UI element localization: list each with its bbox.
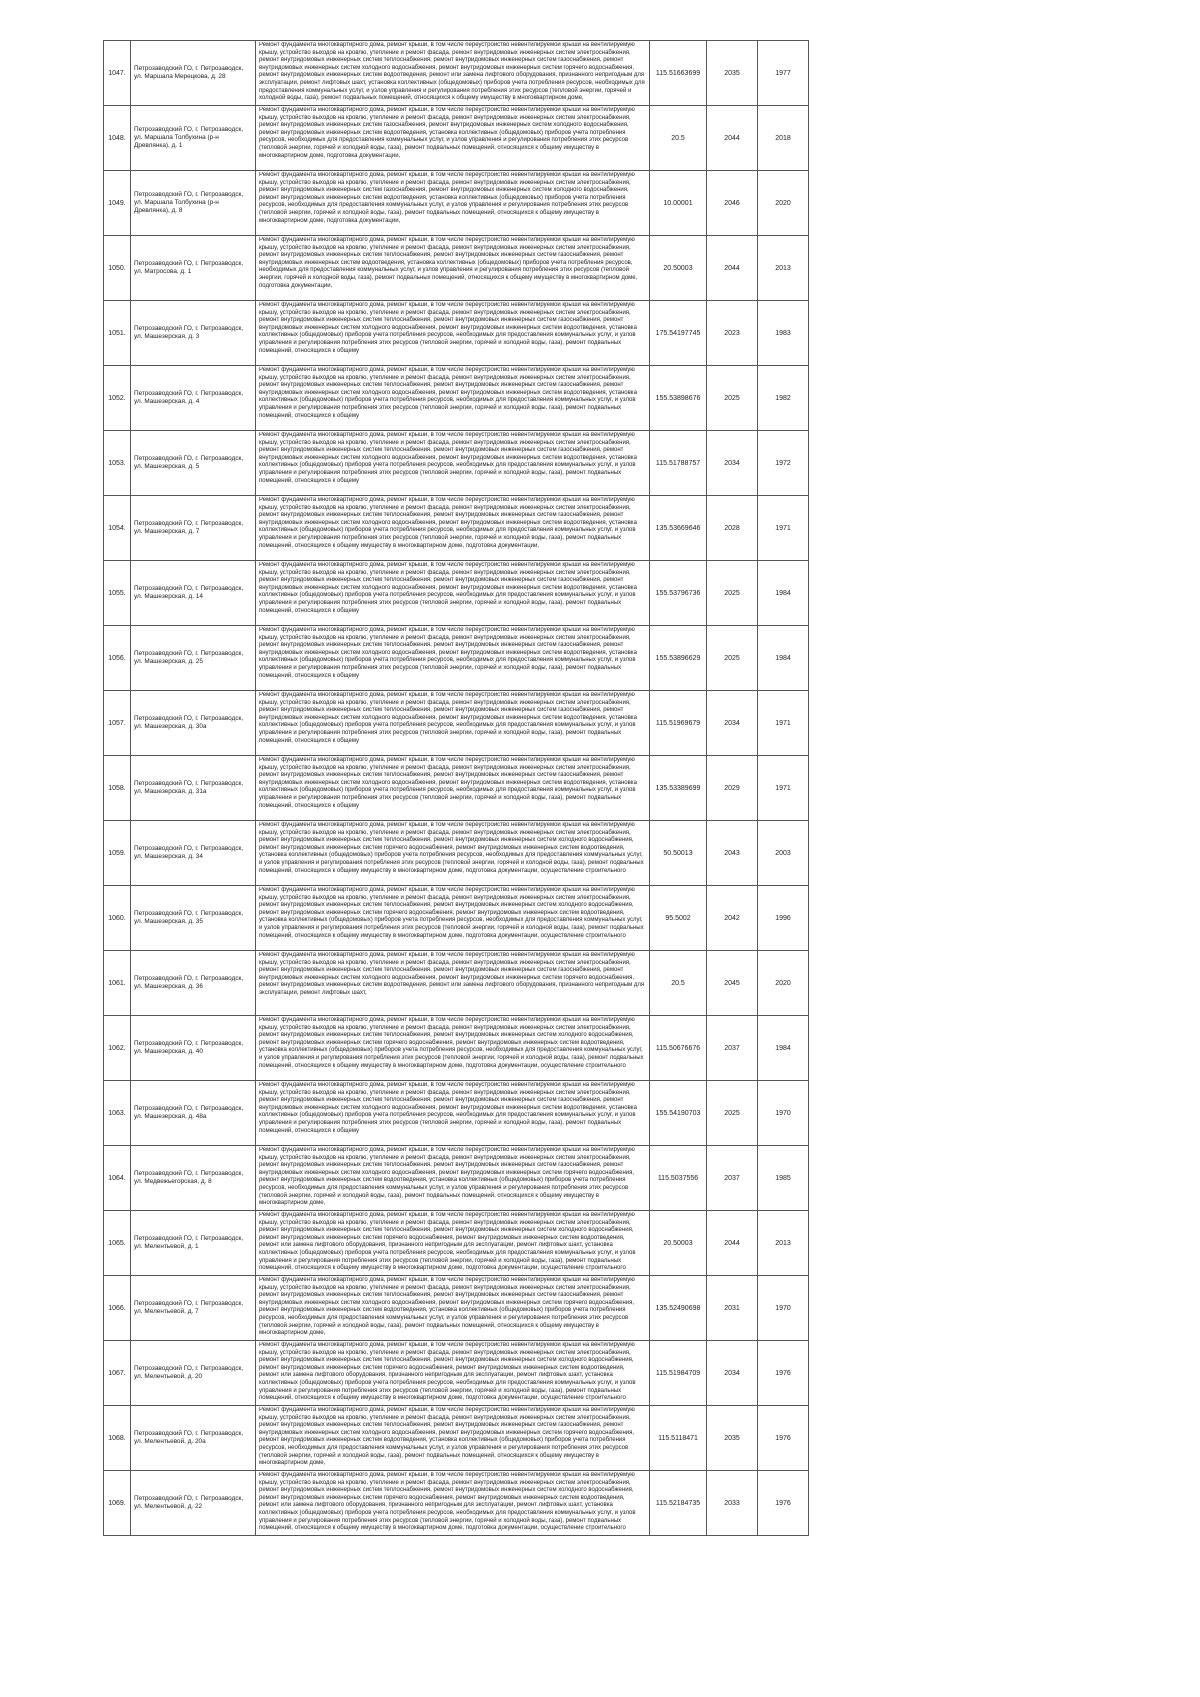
value-cell: 155.53796736 <box>650 561 707 626</box>
value-cell: 115.51984709 <box>650 1341 707 1406</box>
value-cell: 115.51788757 <box>650 431 707 496</box>
table-row <box>104 821 809 886</box>
address-cell: Петрозаводский ГО, г. Петрозаводск, ул. Машезерская, д. 36 <box>131 951 256 1016</box>
row-number: 1065. <box>104 1211 131 1276</box>
repair-year-cell: 2035 <box>707 1406 758 1471</box>
table-row <box>104 756 809 821</box>
address-cell: Петрозаводский ГО, г. Петрозаводск, ул. Матросова, д. 1 <box>131 236 256 301</box>
works-cell <box>256 366 650 431</box>
table-row <box>104 1081 809 1146</box>
address-cell: Петрозаводский ГО, г. Петрозаводск, ул. Машезерская, д. 7 <box>131 496 256 561</box>
build-year-cell: 1970 <box>758 1081 809 1146</box>
address-cell: Петрозаводский ГО, г. Петрозаводск, ул. Маршала Толбухина (р-н Древлянка), д. 8 <box>131 171 256 236</box>
address-cell: Петрозаводский ГО, г. Петрозаводск, ул. Машезерская, д. 5 <box>131 431 256 496</box>
table-row <box>104 1341 809 1406</box>
row-number: 1058. <box>104 756 131 821</box>
row-number: 1057. <box>104 691 131 756</box>
works-text: Ремонт фундамента многоквартирного дома, ремонт крыши, в том числе переустройство невентилируемой крыши на вентилируемую крышу, устройство выходов на кровлю, утепление и ремонт фасада, ремонт внутридомовых инженерных систем электроснабжения, ремонт внутридомовых инженерных систем теплоснабжения, ремонт внутридомовых инженерных систем холодного водоснабжения, ремонт внутридомовых инженерных систем горячего водоснабжения, ремонт внутридомовых инженерных систем водоотведения, ремонт или замена лифтового оборудования, признанного непригодным для эксплуатации, ремонт лифтовых шахт, установка коллективных (общедомовых) приборов учета потребления ресурсов, необходимых для предоставления коммунальных услуг, и узлов управления и регулирования потребления этих ресурсов (тепловой энергии, горячей и холодной воды, газа), ремонт подвальных помещений, относящихся к общему имуществу в многоквартирном доме, подготовка документации, осуществление строительного <box>259 1472 636 1532</box>
row-number: 1066. <box>104 1276 131 1341</box>
table-row <box>104 886 809 951</box>
works-cell <box>256 431 650 496</box>
repair-year-cell: 2044 <box>707 106 758 171</box>
works-text: Ремонт фундамента многоквартирного дома, ремонт крыши, в том числе переустройство невентилируемой крыши на вентилируемую крышу, устройство выходов на кровлю, утепление и ремонт фасада, ремонт внутридомовых инженерных систем электроснабжения, ремонт внутридомовых инженерных систем теплоснабжения, ремонт внутридомовых инженерных систем холодного водоснабжения, ремонт внутридомовых инженерных систем горячего водоснабжения, ремонт внутридомовых инженерных систем водоотведения, установка коллективных (общедомовых) приборов учета потребления ресурсов, необходимых для предоставления коммунальных услуг, и узлов управления и регулирования потребления этих ресурсов (тепловой энергии, горячей и холодной воды, газа), ремонт подвальных помещений, относящихся к общему имуществу в многоквартирном доме, подготовка документации, осуществление строительного <box>259 887 644 939</box>
works-cell <box>256 1081 650 1146</box>
table-row <box>104 1471 809 1536</box>
table-row <box>104 1146 809 1211</box>
housing-repair-table <box>103 40 809 1536</box>
value-cell: 20.50003 <box>650 1211 707 1276</box>
works-cell <box>256 236 650 301</box>
address-cell: Петрозаводский ГО, г. Петрозаводск, ул. Машезерская, д. 14 <box>131 561 256 626</box>
repair-year-cell: 2023 <box>707 301 758 366</box>
build-year-cell: 1971 <box>758 496 809 561</box>
row-number: 1064. <box>104 1146 131 1211</box>
works-cell <box>256 821 650 886</box>
value-cell: 155.53898676 <box>650 366 707 431</box>
address-cell: Петрозаводский ГО, г. Петрозаводск, ул. Машезерская, д. 35 <box>131 886 256 951</box>
works-text: Ремонт фундамента многоквартирного дома, ремонт крыши, в том числе переустройство невентилируемой крыши на вентилируемую крышу, устройство выходов на кровлю, утепление и ремонт фасада, ремонт внутридомовых инженерных систем электроснабжения, ремонт внутридомовых инженерных систем теплоснабжения, ремонт внутридомовых инженерных систем газоснабжения, ремонт внутридомовых инженерных систем холодного водоснабжения, ремонт внутридомовых инженерных систем водоотведения, установка коллективных (общедомовых) приборов учета потребления ресурсов, необходимых для предоставления коммунальных услуг, и узлов управления и регулирования потребления этих ресурсов (тепловой энергии, горячей и холодной воды, газа), ремонт подвальных помещений, относящихся к общему имуществу в многоквартирном доме, подготовка документации, <box>259 497 637 549</box>
works-cell <box>256 171 650 236</box>
build-year-cell: 1984 <box>758 626 809 691</box>
row-number: 1062. <box>104 1016 131 1081</box>
table-row <box>104 626 809 691</box>
works-text: Ремонт фундамента многоквартирного дома, ремонт крыши, в том числе переустройство невентилируемой крыши на вентилируемую крышу, устройство выходов на кровлю, утепление и ремонт фасада, ремонт внутридомовых инженерных систем электроснабжения, ремонт внутридомовых инженерных систем теплоснабжения, ремонт внутридомовых инженерных систем газоснабжения, ремонт внутридомовых инженерных систем холодного водоснабжения, ремонт внутридомовых инженерных систем горячего водоснабжения, ремонт внутридомовых инженерных систем водоотведения, установка коллективных (общедомовых) приборов учета потребления ресурсов, необходимых для предоставления коммунальных услуг, и узлов управления и регулирования потребления этих ресурсов (тепловой энергии, горячей и холодной воды, газа), ремонт подвальных помещений, относящихся к общему имуществу в многоквартирном доме, <box>259 1277 635 1337</box>
value-cell: 95.5002 <box>650 886 707 951</box>
table-body <box>104 41 809 1536</box>
build-year-cell: 1983 <box>758 301 809 366</box>
row-number: 1068. <box>104 1406 131 1471</box>
address-cell: Петрозаводский ГО, г. Петрозаводск, ул. Машезерская, д. 40 <box>131 1016 256 1081</box>
build-year-cell: 1976 <box>758 1406 809 1471</box>
works-cell <box>256 1016 650 1081</box>
value-cell: 115.51663699 <box>650 41 707 106</box>
works-cell <box>256 496 650 561</box>
address-cell: Петрозаводский ГО, г. Петрозаводск, ул. Маршала Мерецкова, д. 28 <box>131 41 256 106</box>
table-row <box>104 561 809 626</box>
works-cell <box>256 561 650 626</box>
works-text: Ремонт фундамента многоквартирного дома, ремонт крыши, в том числе переустройство невентилируемой крыши на вентилируемую крышу, устройство выходов на кровлю, утепление и ремонт фасада, ремонт внутридомовых инженерных систем электроснабжения, ремонт внутридомовых инженерных систем газоснабжения, ремонт внутридомовых инженерных систем холодного водоснабжения, ремонт внутридомовых инженерных систем водоотведения, установка коллективных (общедомовых) приборов учета потребления ресурсов, необходимых для предоставления коммунальных услуг, и узлов управления и регулирования потребления этих ресурсов (тепловой энергии, горячей и холодной воды, газа), ремонт подвальных помещений, относящихся к общему имуществу в многоквартирном доме, подготовка документации, <box>259 172 635 224</box>
build-year-cell: 1982 <box>758 366 809 431</box>
address-cell: Петрозаводский ГО, г. Петрозаводск, ул. Мелентьевой, д. 7 <box>131 1276 256 1341</box>
works-cell <box>256 301 650 366</box>
address-cell: Петрозаводский ГО, г. Петрозаводск, ул. Машезерская, д. 3 <box>131 301 256 366</box>
works-text: Ремонт фундамента многоквартирного дома, ремонт крыши, в том числе переустройство невентилируемой крыши на вентилируемую крышу, устройство выходов на кровлю, утепление и ремонт фасада, ремонт внутридомовых инженерных систем электроснабжения, ремонт внутридомовых инженерных систем теплоснабжения, ремонт внутридомовых инженерных систем холодного водоснабжения, ремонт внутридомовых инженерных систем горячего водоснабжения, ремонт внутридомовых инженерных систем водоотведения, установка коллективных (общедомовых) приборов учета потребления ресурсов, необходимых для предоставления коммунальных услуг, и узлов управления и регулирования потребления этих ресурсов (тепловой энергии, горячей и холодной воды, газа), ремонт подвальных помещений, относящихся к общему имуществу в многоквартирном доме, подготовка документации, осуществление строительного <box>259 1017 644 1069</box>
value-cell: 135.52490698 <box>650 1276 707 1341</box>
repair-year-cell: 2042 <box>707 886 758 951</box>
repair-year-cell: 2028 <box>707 496 758 561</box>
works-cell <box>256 886 650 951</box>
value-cell: 20.5 <box>650 106 707 171</box>
value-cell: 175.54197745 <box>650 301 707 366</box>
row-number: 1060. <box>104 886 131 951</box>
row-number: 1047. <box>104 41 131 106</box>
address-cell: Петрозаводский ГО, г. Петрозаводск, ул. Машезерская, д. 30а <box>131 691 256 756</box>
address-cell: Петрозаводский ГО, г. Петрозаводск, ул. Мелентьевой, д. 20 <box>131 1341 256 1406</box>
table-row <box>104 171 809 236</box>
value-cell: 115.5118471 <box>650 1406 707 1471</box>
works-cell <box>256 626 650 691</box>
row-number: 1052. <box>104 366 131 431</box>
address-cell: Петрозаводский ГО, г. Петрозаводск, ул. Машезерская, д. 31а <box>131 756 256 821</box>
works-text: Ремонт фундамента многоквартирного дома, ремонт крыши, в том числе переустройство невентилируемой крыши на вентилируемую крышу, устройство выходов на кровлю, утепление и ремонт фасада, ремонт внутридомовых инженерных систем электроснабжения, ремонт внутридомовых инженерных систем теплоснабжения, ремонт внутридомовых инженерных систем газоснабжения, ремонт внутридомовых инженерных систем холодного водоснабжения, ремонт внутридомовых инженерных систем водоотведения, установка коллективных (общедомовых) приборов учета потребления ресурсов, необходимых для предоставления коммунальных услуг, и узлов управления и регулирования потребления этих ресурсов (тепловой энергии, горячей и холодной воды, газа), ремонт подвальных помещений, относящихся к общему <box>259 302 637 354</box>
row-number: 1063. <box>104 1081 131 1146</box>
build-year-cell: 1971 <box>758 756 809 821</box>
build-year-cell: 1972 <box>758 431 809 496</box>
repair-year-cell: 2025 <box>707 561 758 626</box>
works-cell <box>256 1211 650 1276</box>
value-cell: 10.00001 <box>650 171 707 236</box>
row-number: 1049. <box>104 171 131 236</box>
build-year-cell: 1976 <box>758 1471 809 1536</box>
works-text: Ремонт фундамента многоквартирного дома, ремонт крыши, в том числе переустройство невентилируемой крыши на вентилируемую крышу, устройство выходов на кровлю, утепление и ремонт фасада, ремонт внутридомовых инженерных систем электроснабжения, ремонт внутридомовых инженерных систем теплоснабжения, ремонт внутридомовых инженерных систем холодного водоснабжения, ремонт внутридомовых инженерных систем горячего водоснабжения, ремонт внутридомовых инженерных систем водоотведения, установка коллективных (общедомовых) приборов учета потребления ресурсов, необходимых для предоставления коммунальных услуг, и узлов управления и регулирования потребления этих ресурсов (тепловой энергии, горячей и холодной воды, газа), ремонт подвальных помещений, относящихся к общему имуществу в многоквартирном доме, подготовка документации, осуществление строительного <box>259 822 644 874</box>
repair-year-cell: 2034 <box>707 1341 758 1406</box>
row-number: 1053. <box>104 431 131 496</box>
value-cell: 115.50676676 <box>650 1016 707 1081</box>
repair-year-cell: 2025 <box>707 626 758 691</box>
repair-year-cell: 2029 <box>707 756 758 821</box>
row-number: 1069. <box>104 1471 131 1536</box>
works-text: Ремонт фундамента многоквартирного дома, ремонт крыши, в том числе переустройство невентилируемой крыши на вентилируемую крышу, устройство выходов на кровлю, утепление и ремонт фасада, ремонт внутридомовых инженерных систем электроснабжения, ремонт внутридомовых инженерных систем теплоснабжения, ремонт внутридомовых инженерных систем газоснабжения, ремонт внутридомовых инженерных систем водоотведения, установка коллективных (общедомовых) приборов учета потребления ресурсов, необходимых для предоставления коммунальных услуг, и узлов управления и регулирования потребления этих ресурсов (тепловой энергии, горячей и холодной воды, газа), ремонт подвальных помещений, относящихся к общему имуществу в многоквартирном доме, подготовка документации, <box>259 237 638 289</box>
repair-year-cell: 2037 <box>707 1016 758 1081</box>
works-text: Ремонт фундамента многоквартирного дома, ремонт крыши, в том числе переустройство невентилируемой крыши на вентилируемую крышу, устройство выходов на кровлю, утепление и ремонт фасада, ремонт внутридомовых инженерных систем электроснабжения, ремонт внутридомовых инженерных систем теплоснабжения, ремонт внутридомовых инженерных систем газоснабжения, ремонт внутридомовых инженерных систем холодного водоснабжения, ремонт внутридомовых инженерных систем водоотведения, установка коллективных (общедомовых) приборов учета потребления ресурсов, необходимых для предоставления коммунальных услуг, и узлов управления и регулирования потребления этих ресурсов (тепловой энергии, горячей и холодной воды, газа), ремонт подвальных помещений, относящихся к общему <box>259 367 637 419</box>
table-row <box>104 431 809 496</box>
value-cell: 155.54190703 <box>650 1081 707 1146</box>
address-cell: Петрозаводский ГО, г. Петрозаводск, ул. Машезерская, д. 48а <box>131 1081 256 1146</box>
works-cell <box>256 41 650 106</box>
works-cell <box>256 106 650 171</box>
row-number: 1050. <box>104 236 131 301</box>
table-row <box>104 1016 809 1081</box>
build-year-cell: 1976 <box>758 1341 809 1406</box>
table-row <box>104 1276 809 1341</box>
value-cell: 115.51969679 <box>650 691 707 756</box>
build-year-cell: 2013 <box>758 236 809 301</box>
works-text: Ремонт фундамента многоквартирного дома, ремонт крыши, в том числе переустройство невентилируемой крыши на вентилируемую крышу, устройство выходов на кровлю, утепление и ремонт фасада, ремонт внутридомовых инженерных систем электроснабжения, ремонт внутридомовых инженерных систем теплоснабжения, ремонт внутридомовых инженерных систем газоснабжения, ремонт внутридомовых инженерных систем холодного водоснабжения, ремонт внутридомовых инженерных систем водоотведения, установка коллективных (общедомовых) приборов учета потребления ресурсов, необходимых для предоставления коммунальных услуг, и узлов управления и регулирования потребления этих ресурсов (тепловой энергии, горячей и холодной воды, газа), ремонт подвальных помещений, относящихся к общему <box>259 692 637 744</box>
repair-year-cell: 2034 <box>707 691 758 756</box>
build-year-cell: 2013 <box>758 1211 809 1276</box>
works-text: Ремонт фундамента многоквартирного дома, ремонт крыши, в том числе переустройство невентилируемой крыши на вентилируемую крышу, устройство выходов на кровлю, утепление и ремонт фасада, ремонт внутридомовых инженерных систем электроснабжения, ремонт внутридомовых инженерных систем теплоснабжения, ремонт внутридомовых инженерных систем газоснабжения, ремонт внутридомовых инженерных систем холодного водоснабжения, ремонт внутридомовых инженерных систем горячего водоснабжения, ремонт внутридомовых инженерных систем водоотведения, ремонт или замена лифтового оборудования, признанного непригодным для эксплуатации, ремонт лифтовых шахт, <box>259 952 645 996</box>
table-row <box>104 1406 809 1471</box>
works-cell <box>256 951 650 1016</box>
repair-year-cell: 2044 <box>707 1211 758 1276</box>
build-year-cell: 2020 <box>758 171 809 236</box>
build-year-cell: 1971 <box>758 691 809 756</box>
works-text: Ремонт фундамента многоквартирного дома, ремонт крыши, в том числе переустройство невентилируемой крыши на вентилируемую крышу, устройство выходов на кровлю, утепление и ремонт фасада, ремонт внутридомовых инженерных систем электроснабжения, ремонт внутридомовых инженерных систем теплоснабжения, ремонт внутридомовых инженерных систем газоснабжения, ремонт внутридомовых инженерных систем холодного водоснабжения, ремонт внутридомовых инженерных систем водоотведения, установка коллективных (общедомовых) приборов учета потребления ресурсов, необходимых для предоставления коммунальных услуг, и узлов управления и регулирования потребления этих ресурсов (тепловой энергии, горячей и холодной воды, газа), ремонт подвальных помещений, относящихся к общему <box>259 757 637 809</box>
works-cell <box>256 691 650 756</box>
repair-year-cell: 2031 <box>707 1276 758 1341</box>
repair-year-cell: 2025 <box>707 1081 758 1146</box>
table-row <box>104 496 809 561</box>
build-year-cell: 1970 <box>758 1276 809 1341</box>
works-text: Ремонт фундамента многоквартирного дома, ремонт крыши, в том числе переустройство невентилируемой крыши на вентилируемую крышу, устройство выходов на кровлю, утепление и ремонт фасада, ремонт внутридомовых инженерных систем электроснабжения, ремонт внутридомовых инженерных систем теплоснабжения, ремонт внутридомовых инженерных систем холодного водоснабжения, ремонт внутридомовых инженерных систем горячего водоснабжения, ремонт внутридомовых инженерных систем водоотведения, ремонт или замена лифтового оборудования, признанного непригодным для эксплуатации, ремонт лифтовых шахт, установка коллективных (общедомовых) приборов учета потребления ресурсов, необходимых для предоставления коммунальных услуг, и узлов управления и регулирования потребления этих ресурсов (тепловой энергии, горячей и холодной воды, газа), ремонт подвальных помещений, относящихся к общему имуществу в многоквартирном доме, подготовка документации, осуществление строительного <box>259 1342 636 1402</box>
works-text: Ремонт фундамента многоквартирного дома, ремонт крыши, в том числе переустройство невентилируемой крыши на вентилируемую крышу, устройство выходов на кровлю, утепление и ремонт фасада, ремонт внутридомовых инженерных систем электроснабжения, ремонт внутридомовых инженерных систем теплоснабжения, ремонт внутридомовых инженерных систем холодного водоснабжения, ремонт внутридомовых инженерных систем горячего водоснабжения, ремонт внутридомовых инженерных систем водоотведения, ремонт или замена лифтового оборудования, признанного непригодным для эксплуатации, ремонт лифтовых шахт, установка коллективных (общедомовых) приборов учета потребления ресурсов, необходимых для предоставления коммунальных услуг, и узлов управления и регулирования потребления этих ресурсов (тепловой энергии, горячей и холодной воды, газа), ремонт подвальных помещений, относящихся к общему имуществу в многоквартирном доме, подготовка документации, осуществление строительного <box>259 1212 636 1272</box>
table-row <box>104 1211 809 1276</box>
repair-year-cell: 2037 <box>707 1146 758 1211</box>
works-cell <box>256 1276 650 1341</box>
works-text: Ремонт фундамента многоквартирного дома, ремонт крыши, в том числе переустройство невентилируемой крыши на вентилируемую крышу, устройство выходов на кровлю, утепление и ремонт фасада, ремонт внутридомовых инженерных систем электроснабжения, ремонт внутридомовых инженерных систем теплоснабжения, ремонт внутридомовых инженерных систем газоснабжения, ремонт внутридомовых инженерных систем холодного водоснабжения, ремонт внутридомовых инженерных систем водоотведения, установка коллективных (общедомовых) приборов учета потребления ресурсов, необходимых для предоставления коммунальных услуг, и узлов управления и регулирования потребления этих ресурсов (тепловой энергии, горячей и холодной воды, газа), ремонт подвальных помещений, относящихся к общему <box>259 627 637 679</box>
row-number: 1051. <box>104 301 131 366</box>
address-cell: Петрозаводский ГО, г. Петрозаводск, ул. Машезерская, д. 4 <box>131 366 256 431</box>
table-row <box>104 236 809 301</box>
works-text: Ремонт фундамента многоквартирного дома, ремонт крыши, в том числе переустройство невентилируемой крыши на вентилируемую крышу, устройство выходов на кровлю, утепление и ремонт фасада, ремонт внутридомовых инженерных систем электроснабжения, ремонт внутридомовых инженерных систем теплоснабжения, ремонт внутридомовых инженерных систем газоснабжения, ремонт внутридомовых инженерных систем холодного водоснабжения, ремонт внутридомовых инженерных систем водоотведения, установка коллективных (общедомовых) приборов учета потребления ресурсов, необходимых для предоставления коммунальных услуг, и узлов управления и регулирования потребления этих ресурсов (тепловой энергии, горячей и холодной воды, газа), ремонт подвальных помещений, относящихся к общему <box>259 562 637 614</box>
address-cell: Петрозаводский ГО, г. Петрозаводск, ул. Мелентьевой, д. 1 <box>131 1211 256 1276</box>
works-cell <box>256 1406 650 1471</box>
row-number: 1054. <box>104 496 131 561</box>
works-text: Ремонт фундамента многоквартирного дома, ремонт крыши, в том числе переустройство невентилируемой крыши на вентилируемую крышу, устройство выходов на кровлю, утепление и ремонт фасада, ремонт внутридомовых инженерных систем электроснабжения, ремонт внутридомовых инженерных систем теплоснабжения, ремонт внутридомовых инженерных систем газоснабжения, ремонт внутридомовых инженерных систем холодного водоснабжения, ремонт внутридомовых инженерных систем горячего водоснабжения, ремонт внутридомовых инженерных систем водоотведения, ремонт или замена лифтового оборудования, признанного непригодным для эксплуатации, ремонт лифтовых шахт, установка коллективных (общедомовых) приборов учета потребления ресурсов, необходимых для предоставления коммунальных услуг, и узлов управления и регулирования потребления этих ресурсов (тепловой энергии, горячей и холодной воды, газа), ремонт подвальных помещений, относящихся к общему имуществу в многоквартирном доме, <box>259 42 645 102</box>
value-cell: 155.53896629 <box>650 626 707 691</box>
row-number: 1056. <box>104 626 131 691</box>
build-year-cell: 2003 <box>758 821 809 886</box>
address-cell: Петрозаводский ГО, г. Петрозаводск, ул. Медвежьегорская, д. 8 <box>131 1146 256 1211</box>
address-cell: Петрозаводский ГО, г. Петрозаводск, ул. Мелентьевой, д. 22 <box>131 1471 256 1536</box>
build-year-cell: 1985 <box>758 1146 809 1211</box>
build-year-cell: 2020 <box>758 951 809 1016</box>
repair-year-cell: 2034 <box>707 431 758 496</box>
table-row <box>104 951 809 1016</box>
works-text: Ремонт фундамента многоквартирного дома, ремонт крыши, в том числе переустройство невентилируемой крыши на вентилируемую крышу, устройство выходов на кровлю, утепление и ремонт фасада, ремонт внутридомовых инженерных систем электроснабжения, ремонт внутридомовых инженерных систем теплоснабжения, ремонт внутридомовых инженерных систем газоснабжения, ремонт внутридомовых инженерных систем холодного водоснабжения, ремонт внутридомовых инженерных систем горячего водоснабжения, ремонт внутридомовых инженерных систем водоотведения, установка коллективных (общедомовых) приборов учета потребления ресурсов, необходимых для предоставления коммунальных услуг, и узлов управления и регулирования потребления этих ресурсов (тепловой энергии, горячей и холодной воды, газа), ремонт подвальных помещений, относящихся к общему имуществу в многоквартирном доме, <box>259 1147 635 1207</box>
table-row <box>104 691 809 756</box>
works-cell <box>256 756 650 821</box>
row-number: 1067. <box>104 1341 131 1406</box>
row-number: 1061. <box>104 951 131 1016</box>
table-row <box>104 106 809 171</box>
row-number: 1048. <box>104 106 131 171</box>
build-year-cell: 2018 <box>758 106 809 171</box>
build-year-cell: 1984 <box>758 1016 809 1081</box>
works-cell <box>256 1146 650 1211</box>
works-cell <box>256 1341 650 1406</box>
address-cell: Петрозаводский ГО, г. Петрозаводск, ул. Мелентьевой, д. 20а <box>131 1406 256 1471</box>
repair-year-cell: 2033 <box>707 1471 758 1536</box>
works-text: Ремонт фундамента многоквартирного дома, ремонт крыши, в том числе переустройство невентилируемой крыши на вентилируемую крышу, устройство выходов на кровлю, утепление и ремонт фасада, ремонт внутридомовых инженерных систем электроснабжения, ремонт внутридомовых инженерных систем газоснабжения, ремонт внутридомовых инженерных систем холодного водоснабжения, ремонт внутридомовых инженерных систем водоотведения, установка коллективных (общедомовых) приборов учета потребления ресурсов, необходимых для предоставления коммунальных услуг, и узлов управления и регулирования потребления этих ресурсов (тепловой энергии, горячей и холодной воды, газа), ремонт подвальных помещений, относящихся к общему имуществу в многоквартирном доме, подготовка документации, <box>259 107 635 159</box>
address-cell: Петрозаводский ГО, г. Петрозаводск, ул. Машезерская, д. 34 <box>131 821 256 886</box>
row-number: 1055. <box>104 561 131 626</box>
repair-year-cell: 2025 <box>707 366 758 431</box>
value-cell: 20.5 <box>650 951 707 1016</box>
address-cell: Петрозаводский ГО, г. Петрозаводск, ул. Маршала Толбухина (р-н Древлянка), д. 1 <box>131 106 256 171</box>
repair-year-cell: 2043 <box>707 821 758 886</box>
row-number: 1059. <box>104 821 131 886</box>
build-year-cell: 1977 <box>758 41 809 106</box>
value-cell: 50.50013 <box>650 821 707 886</box>
build-year-cell: 1984 <box>758 561 809 626</box>
value-cell: 115.52184735 <box>650 1471 707 1536</box>
repair-year-cell: 2035 <box>707 41 758 106</box>
build-year-cell: 1996 <box>758 886 809 951</box>
works-text: Ремонт фундамента многоквартирного дома, ремонт крыши, в том числе переустройство невентилируемой крыши на вентилируемую крышу, устройство выходов на кровлю, утепление и ремонт фасада, ремонт внутридомовых инженерных систем электроснабжения, ремонт внутридомовых инженерных систем теплоснабжения, ремонт внутридомовых инженерных систем газоснабжения, ремонт внутридомовых инженерных систем холодного водоснабжения, ремонт внутридомовых инженерных систем водоотведения, установка коллективных (общедомовых) приборов учета потребления ресурсов, необходимых для предоставления коммунальных услуг, и узлов управления и регулирования потребления этих ресурсов (тепловой энергии, горячей и холодной воды, газа), ремонт подвальных помещений, относящихся к общему <box>259 1082 637 1134</box>
repair-year-cell: 2044 <box>707 236 758 301</box>
works-cell <box>256 1471 650 1536</box>
value-cell: 115.5037556 <box>650 1146 707 1211</box>
works-text: Ремонт фундамента многоквартирного дома, ремонт крыши, в том числе переустройство невентилируемой крыши на вентилируемую крышу, устройство выходов на кровлю, утепление и ремонт фасада, ремонт внутридомовых инженерных систем электроснабжения, ремонт внутридомовых инженерных систем теплоснабжения, ремонт внутридомовых инженерных систем газоснабжения, ремонт внутридомовых инженерных систем холодного водоснабжения, ремонт внутридомовых инженерных систем горячего водоснабжения, ремонт внутридомовых инженерных систем водоотведения, установка коллективных (общедомовых) приборов учета потребления ресурсов, необходимых для предоставления коммунальных услуг, и узлов управления и регулирования потребления этих ресурсов (тепловой энергии, горячей и холодной воды, газа), ремонт подвальных помещений, относящихся к общему имуществу в многоквартирном доме, <box>259 1407 635 1467</box>
document-page <box>103 40 809 1536</box>
repair-year-cell: 2045 <box>707 951 758 1016</box>
value-cell: 135.53669646 <box>650 496 707 561</box>
repair-year-cell: 2046 <box>707 171 758 236</box>
value-cell: 135.53389699 <box>650 756 707 821</box>
table-row <box>104 366 809 431</box>
works-text: Ремонт фундамента многоквартирного дома, ремонт крыши, в том числе переустройство невентилируемой крыши на вентилируемую крышу, устройство выходов на кровлю, утепление и ремонт фасада, ремонт внутридомовых инженерных систем электроснабжения, ремонт внутридомовых инженерных систем теплоснабжения, ремонт внутридомовых инженерных систем газоснабжения, ремонт внутридомовых инженерных систем холодного водоснабжения, ремонт внутридомовых инженерных систем водоотведения, установка коллективных (общедомовых) приборов учета потребления ресурсов, необходимых для предоставления коммунальных услуг, и узлов управления и регулирования потребления этих ресурсов (тепловой энергии, горячей и холодной воды, газа), ремонт подвальных помещений, относящихся к общему <box>259 432 637 484</box>
table-row <box>104 41 809 106</box>
address-cell: Петрозаводский ГО, г. Петрозаводск, ул. Машезерская, д. 25 <box>131 626 256 691</box>
table-row <box>104 301 809 366</box>
value-cell: 20.50003 <box>650 236 707 301</box>
